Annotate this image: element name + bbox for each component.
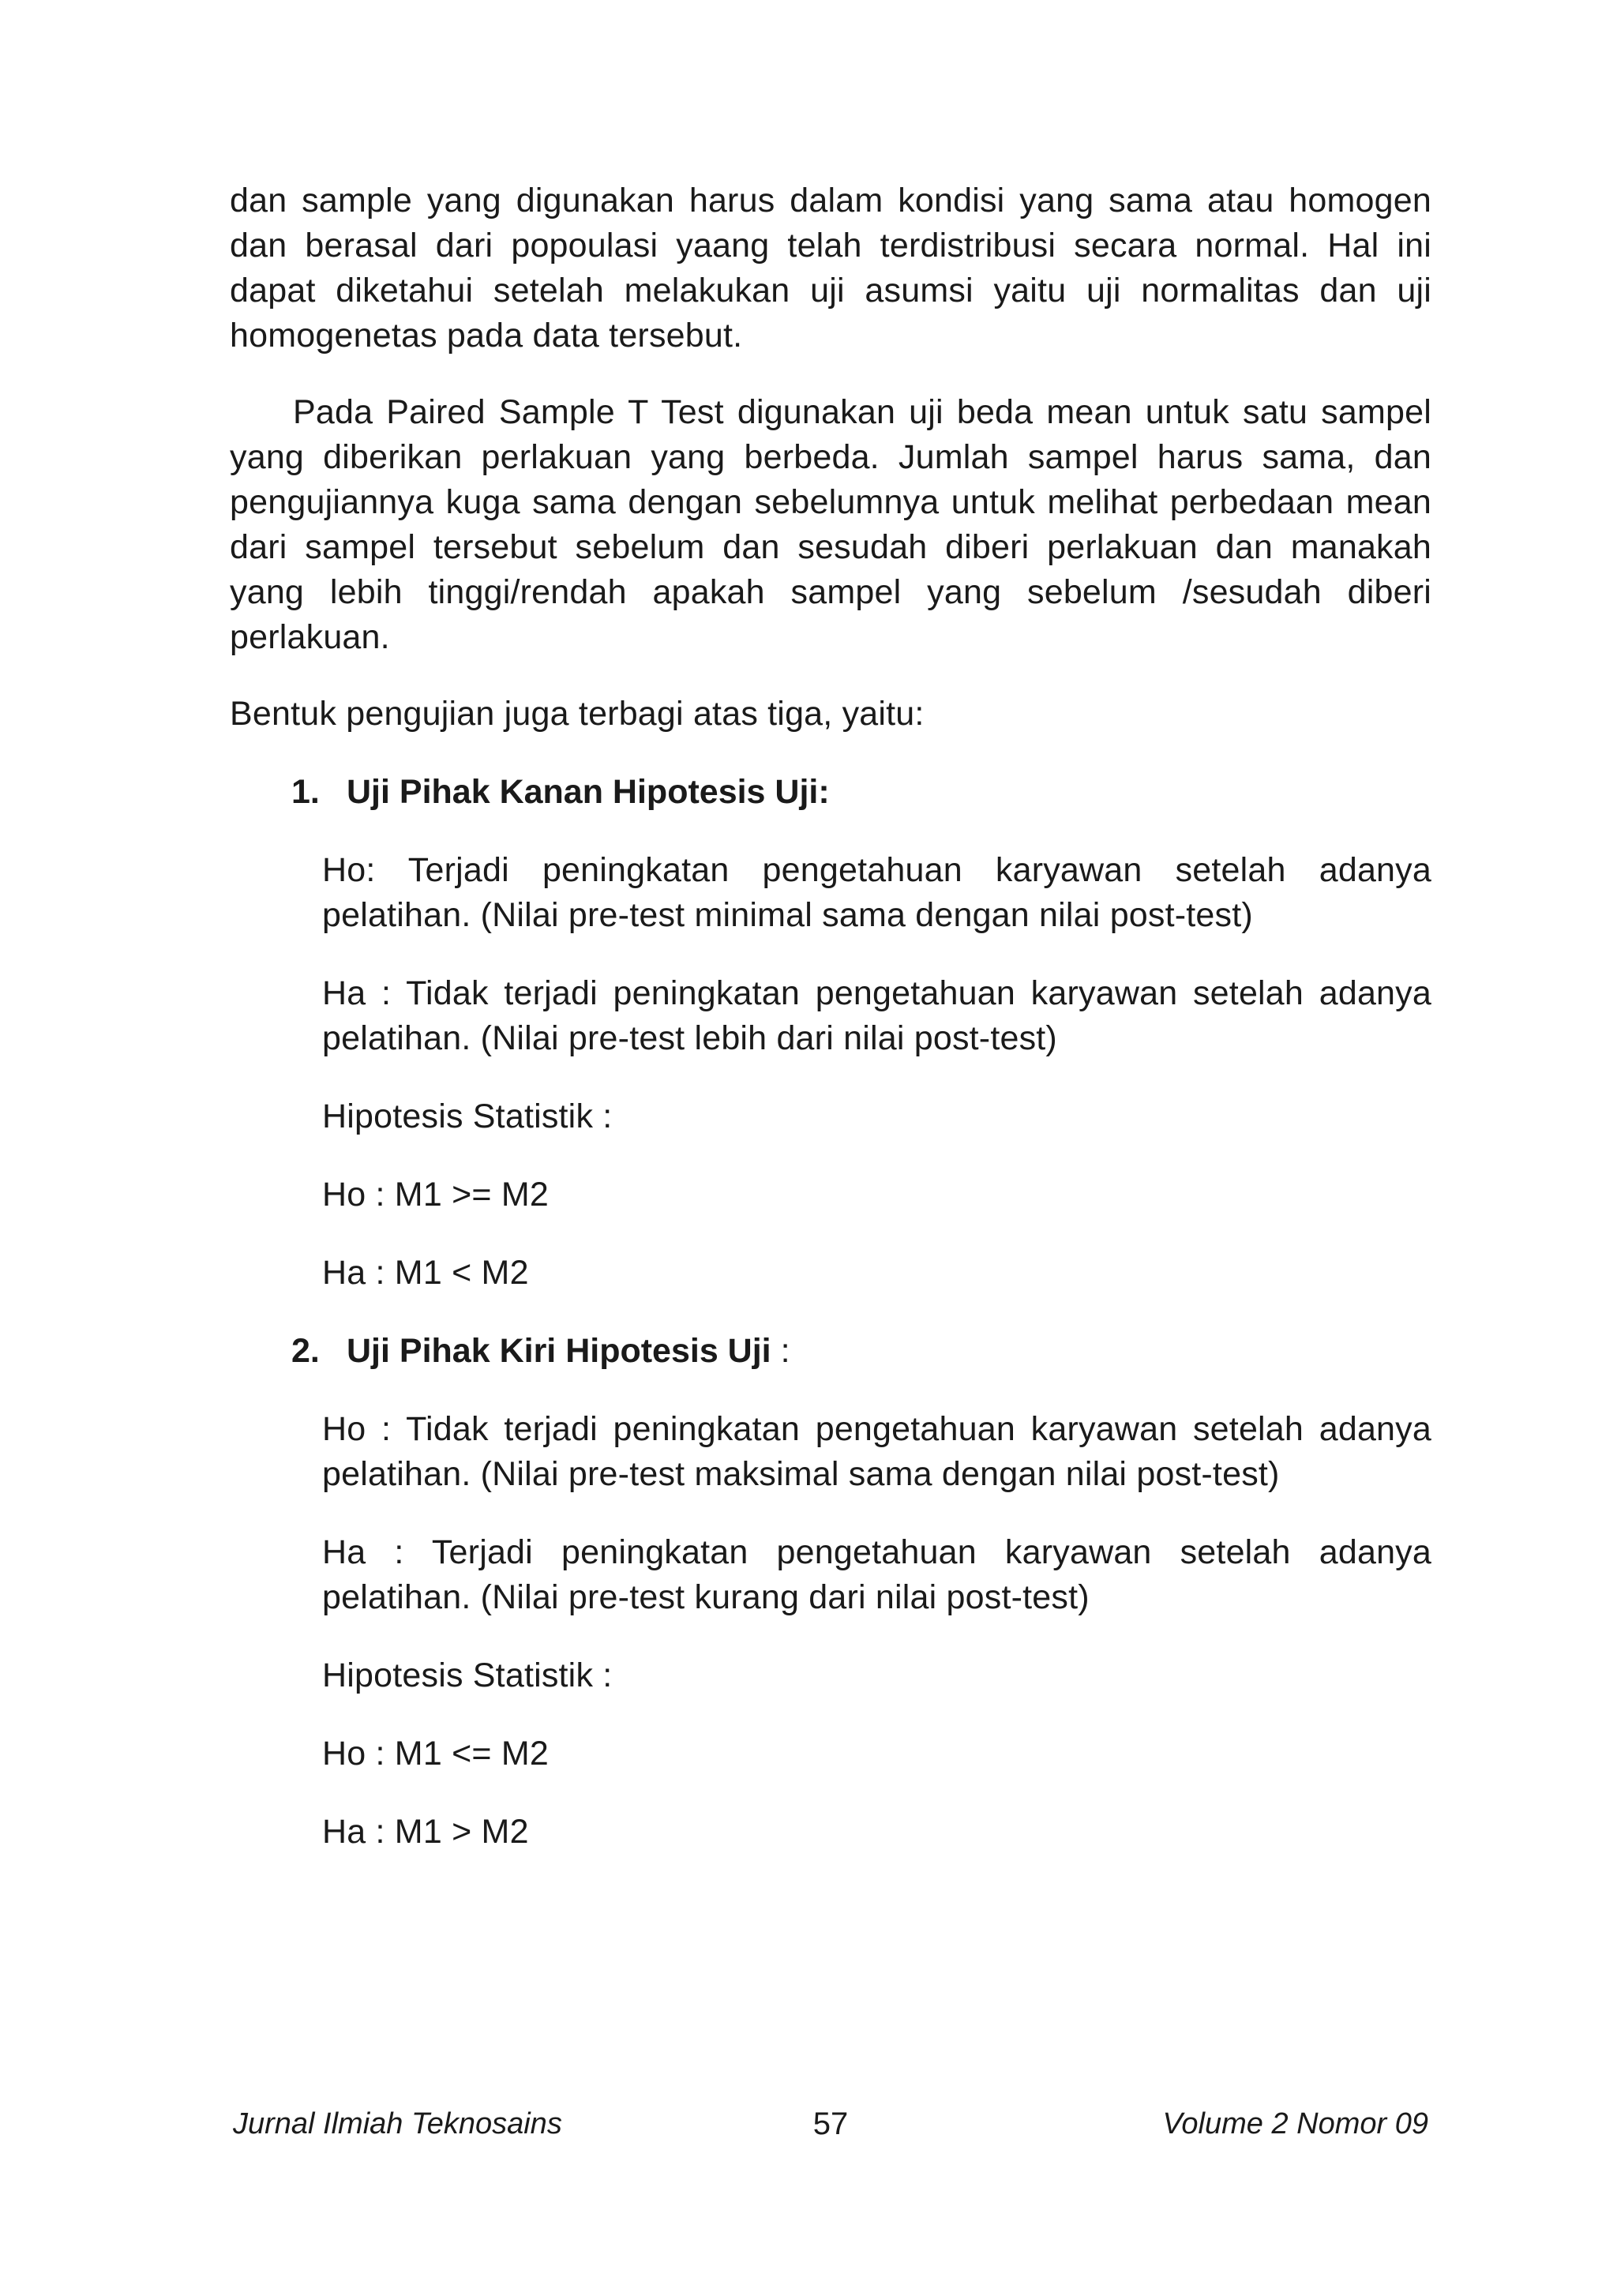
footer-journal-name: Jurnal Ilmiah Teknosains xyxy=(233,2107,562,2140)
item-1-stat-ha: Ha : M1 < M2 xyxy=(322,1254,529,1292)
item-1-stat-ho: Ho : M1 >= M2 xyxy=(322,1176,549,1214)
item-2-stat-label: Hipotesis Statistik : xyxy=(322,1656,613,1694)
paragraph-1: dan sample yang digunakan harus dalam kondisi yang sama atau homogen dan berasal dari popoulasi yaang telah terdistribusi secara normal. Hal ini dapat diketahui setelah melakukan uji asumsi yaitu uji normalitas dan uji homogenetas pada data tersebut. xyxy=(230,182,1431,355)
item-2-stat-ha: Ha : M1 > M2 xyxy=(322,1813,529,1851)
list-item-1-heading xyxy=(230,770,1431,815)
list-item-1-number: 1. xyxy=(291,773,320,811)
paragraph-3: Bentuk pengujian juga terbagi atas tiga, yaitu: xyxy=(230,695,925,733)
paragraph-2: Pada Paired Sample T Test digunakan uji beda mean untuk satu sampel yang diberikan perlakuan yang berbeda. Jumlah sampel harus sama, dan pengujiannya kuga sama dengan sebelumnya untuk melihat perbedaan mean dari sampel tersebut sebelum dan sesudah diberi perlakuan dan manakah yang lebih tinggi/rendah apakah sampel yang sebelum /sesudah diberi perlakuan. xyxy=(230,393,1431,656)
list-item-2-heading xyxy=(230,1329,1431,1374)
list-item-2-number: 2. xyxy=(291,1332,320,1370)
item-2-ho: Ho : Tidak terjadi peningkatan pengetahuan karyawan setelah adanya pelatihan. (Nilai pre-test maksimal sama dengan nilai post-test) xyxy=(322,1410,1431,1493)
item-2-ha: Ha : Terjadi peningkatan pengetahuan karyawan setelah adanya pelatihan. (Nilai pre-test kurang dari nilai post-test) xyxy=(322,1533,1431,1616)
item-2-stat-ho: Ho : M1 <= M2 xyxy=(322,1735,549,1773)
item-1-ho: Ho: Terjadi peningkatan pengetahuan karyawan setelah adanya pelatihan. (Nilai pre-test minimal sama dengan nilai post-test) xyxy=(322,851,1431,934)
item-1-ha: Ha : Tidak terjadi peningkatan pengetahuan karyawan setelah adanya pelatihan. (Nilai pre-test lebih dari nilai post-test) xyxy=(322,974,1431,1057)
footer-volume: Volume 2 Nomor 09 xyxy=(1162,2107,1428,2140)
item-1-stat-label: Hipotesis Statistik : xyxy=(322,1097,613,1135)
page-footer xyxy=(230,2100,1431,2148)
list-item-2-colon: : xyxy=(771,1332,790,1370)
footer-page-number: 57 xyxy=(812,2107,849,2141)
list-item-2-title: Uji Pihak Kiri Hipotesis Uji xyxy=(347,1332,771,1370)
list-item-1-title: Uji Pihak Kanan Hipotesis Uji: xyxy=(347,773,830,811)
page-content xyxy=(230,178,1431,1855)
